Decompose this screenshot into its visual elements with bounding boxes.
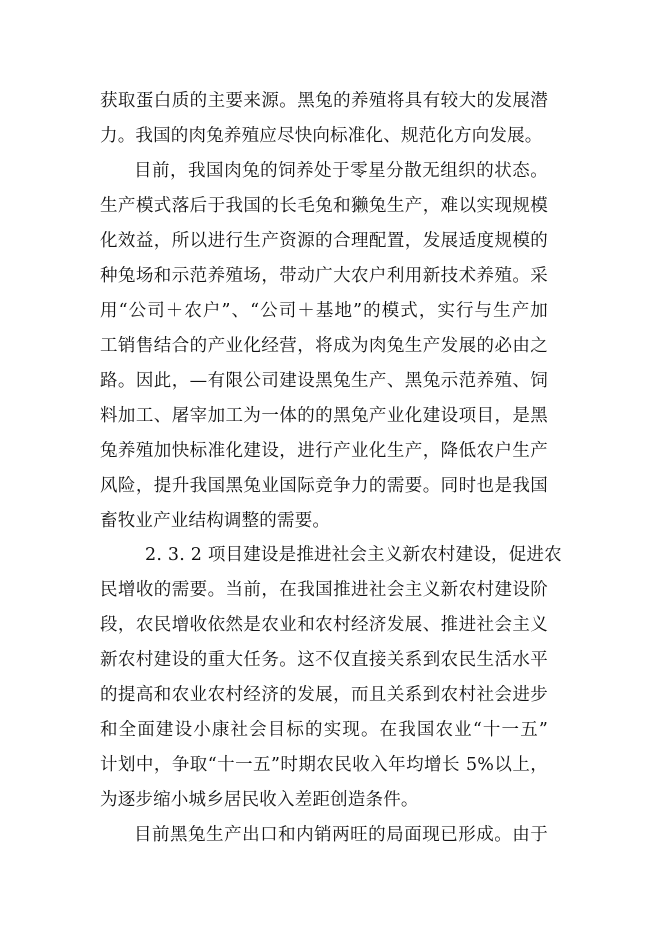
text-line: 计划中，争取“十一五”时期农民收入年均增长 5%以上， [100,755,548,775]
text-line: 获取蛋白质的主要来源。黑兔的养殖将具有较大的发展潜 [100,91,548,111]
text-line: 的提高和农业农村经济的发展，而且关系到农村社会进步 [100,685,548,705]
text-line: 种兔场和示范养殖场，带动广大农户利用新技术养殖。采 [100,266,548,286]
text-line: 工销售结合的产业化经营，将成为肉兔生产发展的必由之 [100,336,548,356]
text-line: 力。我国的肉兔养殖应尽快向标准化、规范化方向发展。 [100,126,543,146]
text-line: 段，农民增收依然是农业和农村经济发展、推进社会主义 [100,615,548,635]
text-line: 民增收的需要。当前，在我国推进社会主义新农村建设阶 [100,580,548,600]
text-line: 畜牧业产业结构调整的需要。 [100,511,331,531]
section-heading-line: 2. 3. 2 项目建设是推进社会主义新农村建设，促进农 [145,545,562,565]
text-line: 为逐步缩小城乡居民收入差距创造条件。 [100,790,419,810]
text-line: 生产模式落后于我国的长毛兔和獭兔生产，难以实现规模 [100,196,548,216]
text-line: 化效益，所以进行生产资源的合理配置，发展适度规模的 [100,231,548,251]
text-line: 料加工、屠宰加工为一体的的黑兔产业化建设项目，是黑 [100,406,548,426]
text-line: 用“公司＋农户”、“公司＋基地”的模式，实行与生产加 [100,301,548,321]
text-line: 目前，我国肉兔的饲养处于零星分散无组织的状态。 [134,161,548,181]
text-line: 路。因此，—有限公司建设黑兔生产、黑兔示范养殖、饲 [100,371,548,391]
text-line: 和全面建设小康社会目标的实现。在我国农业“十一五” [100,720,548,740]
text-line: 兔养殖加快标准化建设，进行产业化生产，降低农户生产 [100,441,548,461]
text-line: 风险，提升我国黑兔业国际竞争力的需要。同时也是我国 [100,476,548,496]
text-line: 新农村建设的重大任务。这不仅直接关系到农民生活水平 [100,650,548,670]
text-line: 目前黑兔生产出口和内销两旺的局面现已形成。由于 [134,825,548,845]
